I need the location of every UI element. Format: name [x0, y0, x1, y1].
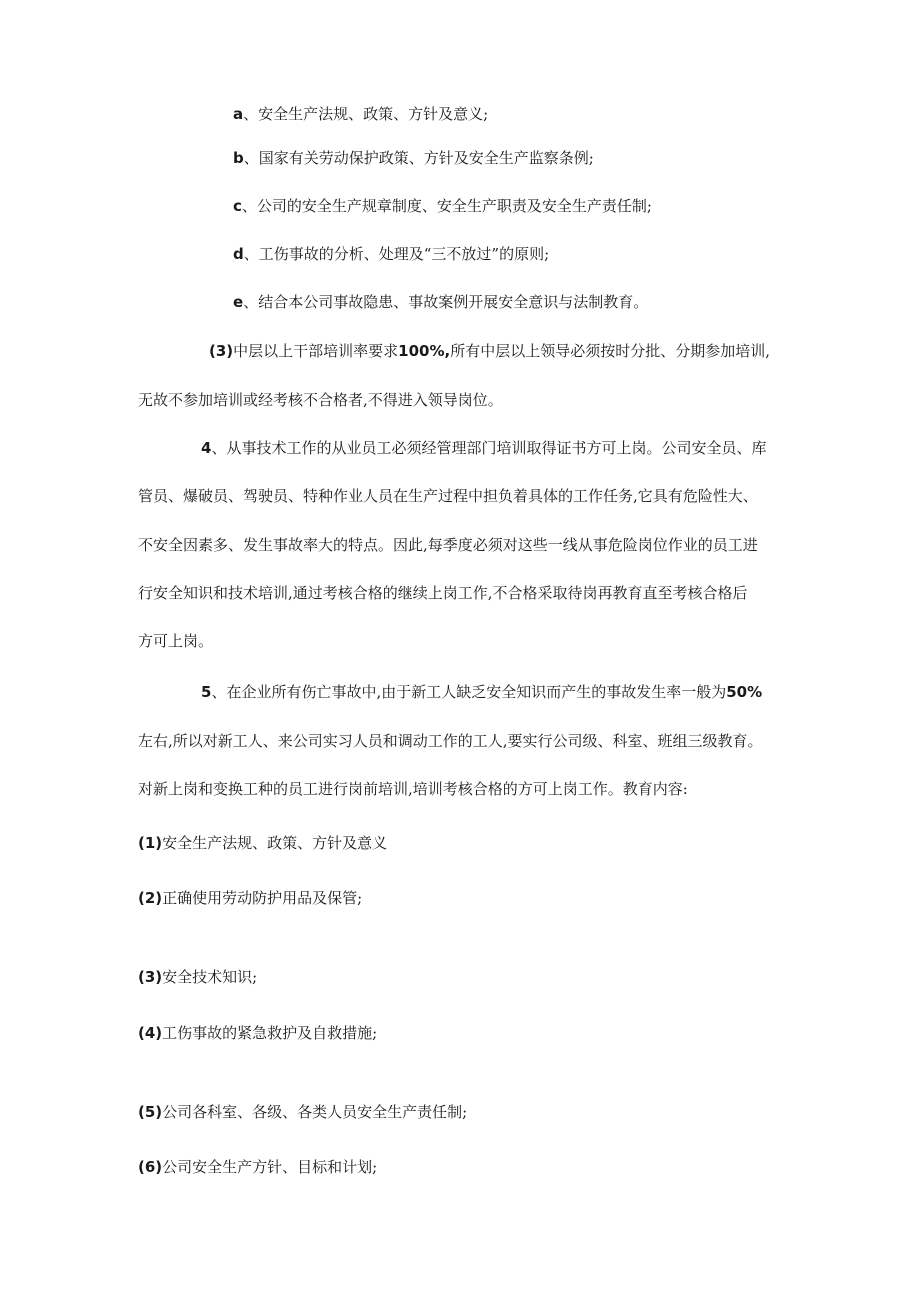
- para4-line4: [138, 583, 748, 603]
- item3-line1: [209, 341, 770, 361]
- sub-item-b: [233, 148, 594, 168]
- item-text: 正确使用劳动防护用品及保管;: [162, 889, 363, 907]
- item3-line2: [138, 390, 503, 410]
- item-marker: b: [233, 149, 244, 167]
- item-text: 、结合本公司事故隐患、事故案例开展安全意识与法制教育。: [243, 293, 649, 311]
- item-marker: (4): [138, 1024, 163, 1042]
- item-marker: d: [233, 245, 244, 263]
- item-text: 行安全知识和技术培训,通过考核合格的继续上岗工作,不合格采取待岗再教育直至考核合格后: [138, 584, 748, 602]
- content-item-2: [138, 888, 362, 908]
- para4-line5: [138, 631, 213, 651]
- para5-line3: [138, 779, 688, 799]
- sub-item-d: [233, 244, 549, 264]
- sub-item-c: [233, 196, 652, 216]
- item-text: 安全技术知识;: [162, 968, 258, 986]
- content-item-4: [138, 1023, 377, 1043]
- item-marker: (3): [209, 342, 234, 360]
- item-text: 、从事技术工作的从业员工必须经管理部门培训取得证书方可上岗。公司安全员、库: [211, 439, 767, 457]
- item-text: 左右,所以对新工人、来公司实习人员和调动工作的工人,要实行公司级、科室、班组三级教育。: [138, 732, 763, 750]
- item-text: 所有中层以上领导必须按时分批、分期参加培训,: [450, 342, 770, 360]
- item-marker: a: [233, 105, 244, 123]
- para5-line1: [201, 682, 762, 702]
- content-item-1: [138, 833, 387, 853]
- item-text: 公司各科室、各级、各类人员安全生产责任制;: [162, 1103, 468, 1121]
- item-text: 、在企业所有伤亡事故中,由于新工人缺乏安全知识而产生的事故发生率一般为: [211, 683, 727, 701]
- rate-value: 50%: [726, 683, 763, 701]
- item-text: 对新上岗和变换工种的员工进行岗前培训,培训考核合格的方可上岗工作。教育内容:: [138, 780, 688, 798]
- sub-item-e: [233, 292, 648, 312]
- item-text: 不安全因素多、发生事故率大的特点。因此,每季度必须对这些一线从事危险岗位作业的员工进: [138, 536, 758, 554]
- item-text: 管员、爆破员、驾驶员、特种作业人员在生产过程中担负着具体的工作任务,它具有危险性大、: [138, 487, 758, 505]
- para5-line2: [138, 731, 763, 751]
- content-item-5: [138, 1102, 467, 1122]
- para4-line1: [201, 438, 766, 458]
- item-text: 安全生产法规、政策、方针及意义: [162, 834, 388, 852]
- item-marker: c: [233, 197, 242, 215]
- item-marker: (3): [138, 968, 163, 986]
- content-item-3: [138, 967, 257, 987]
- item-marker: e: [233, 293, 244, 311]
- item-marker: (5): [138, 1103, 163, 1121]
- item-text: 中层以上干部培训率要求: [233, 342, 399, 360]
- item-marker: 5: [201, 683, 212, 701]
- item-marker: (1): [138, 834, 163, 852]
- rate-value: 100%,: [398, 342, 451, 360]
- item-marker: 4: [201, 439, 212, 457]
- item-text: 工伤事故的紧急救护及自救措施;: [162, 1024, 378, 1042]
- item-text: 、公司的安全生产规章制度、安全生产职责及安全生产责任制;: [241, 197, 652, 215]
- item-marker: (2): [138, 889, 163, 907]
- item-text: 方可上岗。: [138, 632, 214, 650]
- item-text: 、工伤事故的分析、处理及“三不放过”的原则;: [243, 245, 550, 263]
- para4-line2: [138, 486, 758, 506]
- sub-item-a: [233, 104, 488, 124]
- content-item-6: [138, 1157, 377, 1177]
- item-text: 、国家有关劳动保护政策、方针及安全生产监察条例;: [243, 149, 594, 167]
- item-marker: (6): [138, 1158, 163, 1176]
- item-text: 、安全生产法规、政策、方针及意义;: [243, 105, 489, 123]
- item-text: 无故不参加培训或经考核不合格者,不得进入领导岗位。: [138, 391, 503, 409]
- item-text: 公司安全生产方针、目标和计划;: [162, 1158, 378, 1176]
- para4-line3: [138, 535, 758, 555]
